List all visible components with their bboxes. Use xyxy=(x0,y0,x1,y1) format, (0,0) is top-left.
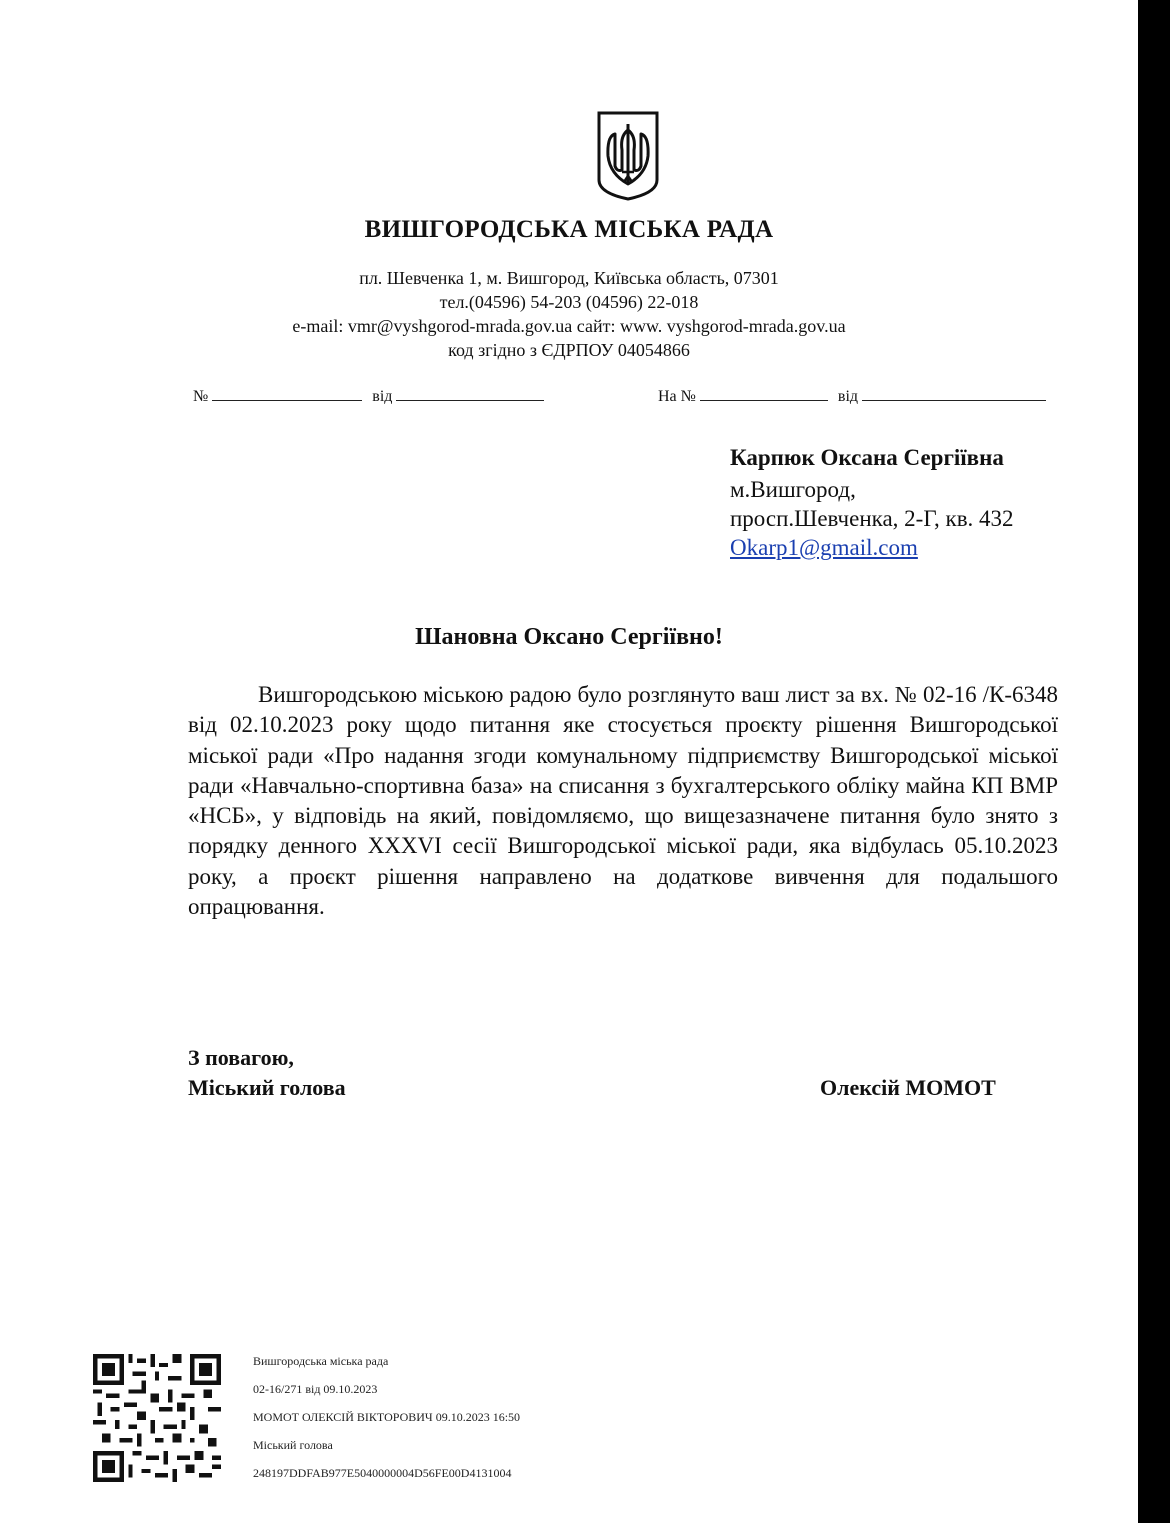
stamp-signer-position: Міський голова xyxy=(253,1438,333,1452)
organization-address: пл. Шевченка 1, м. Вишгород, Київська область, 07301 xyxy=(359,268,779,288)
date-label: від xyxy=(372,388,393,405)
qr-code-icon xyxy=(93,1354,221,1482)
number-blank xyxy=(212,384,362,401)
coat-of-arms-icon xyxy=(595,110,661,202)
signature-closing: З повагою, xyxy=(188,1045,294,1070)
recipient-street: просп.Шевченка, 2-Г, кв. 432 xyxy=(730,506,1014,531)
organization-edrpou: код згідно з ЄДРПОУ 04054866 xyxy=(448,340,690,360)
stamp-signer: МОМОТ ОЛЕКСІЙ ВІКТОРОВИЧ 09.10.2023 16:50 xyxy=(253,1410,521,1424)
reply-number-label: На № xyxy=(658,388,696,405)
date-blank xyxy=(396,384,544,401)
signature-position: Міський голова xyxy=(188,1075,346,1100)
reply-number-blank xyxy=(700,384,828,401)
incoming-registration xyxy=(658,384,1046,406)
number-label: № xyxy=(193,388,209,405)
stamp-hash: 248197DDFAB977E5040000004D56FE00D4131004 xyxy=(253,1466,512,1480)
stamp-registration-number: 02-16/271 від 09.10.2023 xyxy=(253,1382,378,1396)
reply-date-blank xyxy=(862,384,1046,401)
organization-contacts: e-mail: vmr@vyshgorod-mrada.gov.ua сайт: www. vyshgorod-mrada.gov.ua xyxy=(292,316,846,336)
recipient-email-link[interactable]: Okarp1@gmail.com xyxy=(730,535,918,560)
letter-body-paragraph: Вишгородською міською радою було розглянуто ваш лист за вх. № 02-16 /К-6348 від 02.10.2023 року щодо питання яке стосується проєкту рішення Вишгородської міської ради «Про надання згоди комунальному підприємству Вишгородської міської ради «Навчально-спортивна база» на списання з бухгалтерського обліку майна КП ВМР «НСБ», у відповідь на який, повідомляємо, що вищезазначене питання було знято з порядку денного XXXVI сесії Вишгородської міської ради, яка відбулась 05.10.2023 року, а проєкт рішення направлено на додаткове вивчення для подальшого опрацювання. xyxy=(188,682,1058,920)
organization-title: ВИШГОРОДСЬКА МІСЬКА РАДА xyxy=(364,216,774,243)
salutation: Шановна Оксано Сергіївно! xyxy=(415,624,723,650)
organization-phones: тел.(04596) 54-203 (04596) 22-018 xyxy=(439,292,699,312)
stamp-organization: Вишгородська міська рада xyxy=(253,1354,389,1368)
outgoing-registration xyxy=(193,384,544,406)
letter-body xyxy=(188,680,1058,922)
reply-date-label: від xyxy=(837,388,859,405)
recipient-name: Карпюк Оксана Сергіївна xyxy=(730,445,1004,470)
recipient-city: м.Вишгород, xyxy=(730,477,856,502)
signature-name: Олексій МОМОТ xyxy=(820,1075,996,1100)
